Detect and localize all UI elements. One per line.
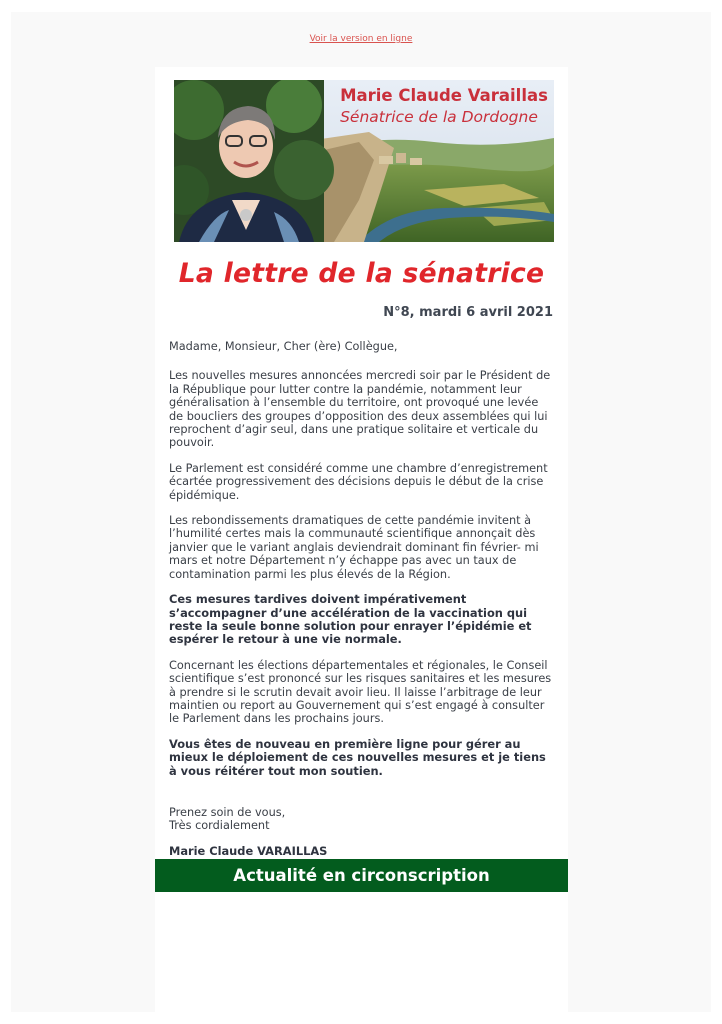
header-banner (174, 80, 554, 242)
paragraph-4-bold: Ces mesures tardives doivent impérativement s’accompagner d’une accélération de la vaccination qui reste la seule bonne solution pour enrayer l’épidémie et espérer le retour à une vie normale. (169, 592, 532, 647)
section-header (155, 859, 568, 892)
section-title: Actualité en circonscription (233, 866, 490, 885)
newsletter-title: La lettre de la sénatrice (178, 258, 545, 289)
paragraph-3: Les rebondissements dramatiques de cette pandémie invitent à l’humilité certes mais la communauté scientifique annonçait dès janvier que le variant anglais deviendrait dominant fin février- mi mars et notre Département n’y échappe pas avec un taux de contamination parmi les plus élevés de la Région. (169, 514, 539, 581)
paragraph-2: Le Parlement est considéré comme une chambre d’enregistrement écartée progressivement des décisions depuis le début de la crise épidémique. (169, 461, 548, 502)
signature: Marie Claude VARAILLAS (169, 843, 328, 858)
banner-role: Sénatrice de la Dordogne (340, 108, 538, 126)
view-online-link[interactable]: Voir la version en ligne (309, 34, 413, 44)
letter-body (169, 340, 555, 858)
issue-date: N°8, mardi 6 avril 2021 (383, 305, 553, 320)
greeting: Madame, Monsieur, Cher (ère) Collègue, (169, 340, 398, 353)
closing-line-2: Très cordialement (169, 819, 270, 833)
paragraph-6-bold: Vous êtes de nouveau en première ligne pour gérer au mieux le déploiement de ces nouvelles mesures et je tiens à vous réitérer tout mon soutien. (169, 736, 546, 778)
banner-name: Marie Claude Varaillas (340, 86, 548, 105)
paragraph-5: Concernant les élections départementales et régionales, le Conseil scientifique s’est prononcé sur les risques sanitaires et les mesures à prendre si le scrutin devait avoir lieu. Il laisse l’arbitrage de leur maintien ou report au Gouvernement qui s’est engagé à consulter le Parlement dans les prochains jours. (169, 658, 552, 726)
paragraph-1: Les nouvelles mesures annoncées mercredi soir par le Président de la République pour lutter contre la pandémie, notamment leur généralisation à l’ensemble du territoire, ont provoqué une levée de boucliers des groupes d’opposition des deux assemblées qui lui reprochent d’agir seul, dans une pratique solitaire et verticale du pouvoir. (169, 369, 551, 450)
closing-line-1: Prenez soin de vous, (169, 805, 286, 819)
